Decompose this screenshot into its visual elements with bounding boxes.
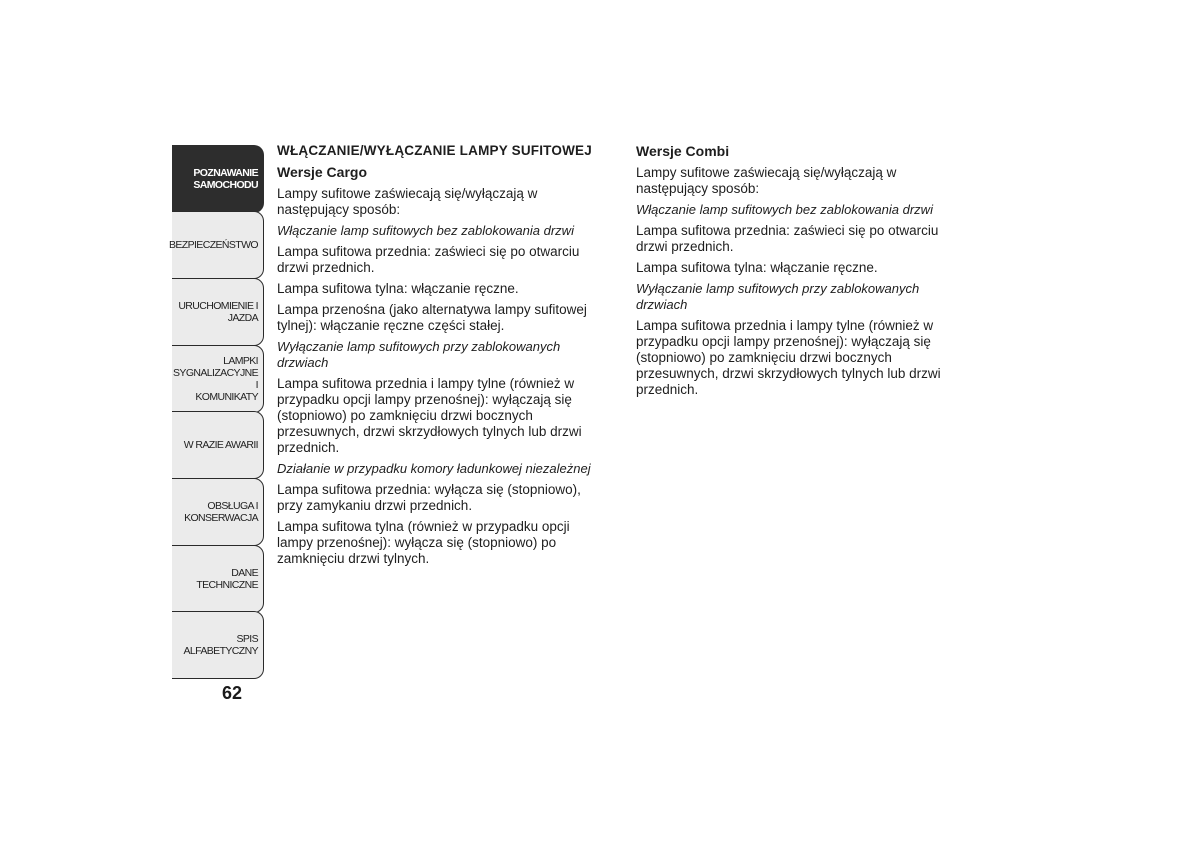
tab-bezpieczenstwo[interactable] — [168, 211, 264, 279]
right-column-body — [636, 165, 971, 398]
body-paragraph: Lampa sufitowa przednia: wyłącza się (stopniowo), przy zamykaniu drzwi przednich. — [277, 482, 581, 513]
subheading-combi: Wersje Combi — [636, 143, 730, 159]
tab-label-line: DANE TECHNICZNE — [196, 567, 258, 591]
page-number: 62 — [222, 683, 243, 703]
left-column-body — [277, 186, 607, 567]
body-paragraph: Lampa sufitowa tylna: włączanie ręczne. — [277, 281, 519, 296]
body-paragraph: Lampa sufitowa przednia i lampy tylne (również w przypadku opcji lampy przenośnej): wyłączają się (stopniowo) po zamknięciu drzwi bocznych przesuwnych, drzwi skrzydłowych tylnych lub drzwi przednich. — [636, 318, 941, 397]
italic-subsection-title: Włączanie lamp sufitowych bez zablokowania drzwi — [636, 202, 933, 217]
tab-spis-alfabetyczny[interactable] — [172, 611, 264, 679]
tab-label — [172, 633, 258, 657]
tab-label — [184, 500, 258, 524]
body-paragraph: Lampy sufitowe zaświecają się/wyłączają w następujący sposób: — [636, 165, 897, 196]
tab-label-line: SYGNALIZACYJNE I — [173, 367, 258, 391]
body-paragraph: Lampa przenośna (jako alternatywa lampy sufitowej tylnej): włączanie ręczne części stałej. — [277, 302, 587, 333]
tab-label-line: W RAZIE AWARII — [183, 439, 258, 451]
right-column — [636, 143, 971, 403]
left-column — [277, 143, 607, 572]
tab-lampki-sygnalizacyjne[interactable] — [172, 345, 264, 413]
italic-subsection-title: Włączanie lamp sufitowych bez zablokowania drzwi — [277, 223, 574, 238]
tab-label-line: SPIS ALFABETYCZNY — [183, 633, 258, 657]
tab-label — [193, 167, 258, 191]
tab-label-line: JAZDA — [227, 312, 258, 324]
body-paragraph: Lampa sufitowa przednia i lampy tylne (również w przypadku opcji lampy przenośnej): wyłączają się (stopniowo) po zamknięciu drzwi bocznych przesuwnych, drzwi skrzydłowych tylnych lub drzwi przednich. — [277, 376, 582, 455]
section-heading: WŁĄCZANIE/WYŁĄCZANIE LAMPY SUFITOWEJ — [277, 143, 592, 158]
tab-label — [169, 239, 258, 251]
tab-label-line: KOMUNIKATY — [195, 391, 258, 403]
body-paragraph: Lampy sufitowe zaświecają się/wyłączają w następujący sposób: — [277, 186, 538, 217]
body-paragraph: Lampa sufitowa przednia: zaświeci się po otwarciu drzwi przednich. — [277, 244, 580, 275]
tab-label-line: BEZPIECZEŃSTWO — [168, 239, 258, 251]
tab-label-line: SAMOCHODU — [193, 179, 258, 191]
tab-label — [172, 567, 258, 591]
tab-label-line: POZNAWANIE — [193, 167, 258, 179]
tab-label-line: OBSŁUGA I — [207, 500, 258, 512]
tab-uruchomienie-i-jazda[interactable] — [172, 278, 264, 346]
subheading-cargo: Wersje Cargo — [277, 164, 367, 180]
body-paragraph: Lampa sufitowa tylna (również w przypadku opcji lampy przenośnej): wyłącza się (stopniowo) po zamknięciu drzwi tylnych. — [277, 519, 570, 566]
tab-label-line: LAMPKI — [223, 355, 258, 367]
italic-subsection-title: Działanie w przypadku komory ładunkowej niezależnej — [277, 461, 591, 476]
tab-label — [172, 355, 258, 403]
tab-label — [178, 300, 258, 324]
tab-label-line: KONSERWACJA — [184, 512, 258, 524]
tab-label-line: URUCHOMIENIE I — [178, 300, 258, 312]
italic-subsection-title: Wyłączanie lamp sufitowych przy zablokowanych drzwiach — [277, 339, 561, 370]
tab-w-razie-awarii[interactable] — [172, 411, 264, 479]
tab-label — [184, 439, 258, 451]
tab-poznawanie-samochodu[interactable] — [172, 145, 264, 213]
tab-obsluga-i-konserwacja[interactable] — [172, 478, 264, 546]
body-paragraph: Lampa sufitowa przednia: zaświeci się po otwarciu drzwi przednich. — [636, 223, 939, 254]
body-paragraph: Lampa sufitowa tylna: włączanie ręczne. — [636, 260, 878, 275]
tab-dane-techniczne[interactable] — [172, 545, 264, 613]
italic-subsection-title: Wyłączanie lamp sufitowych przy zablokowanych drzwiach — [636, 281, 920, 312]
